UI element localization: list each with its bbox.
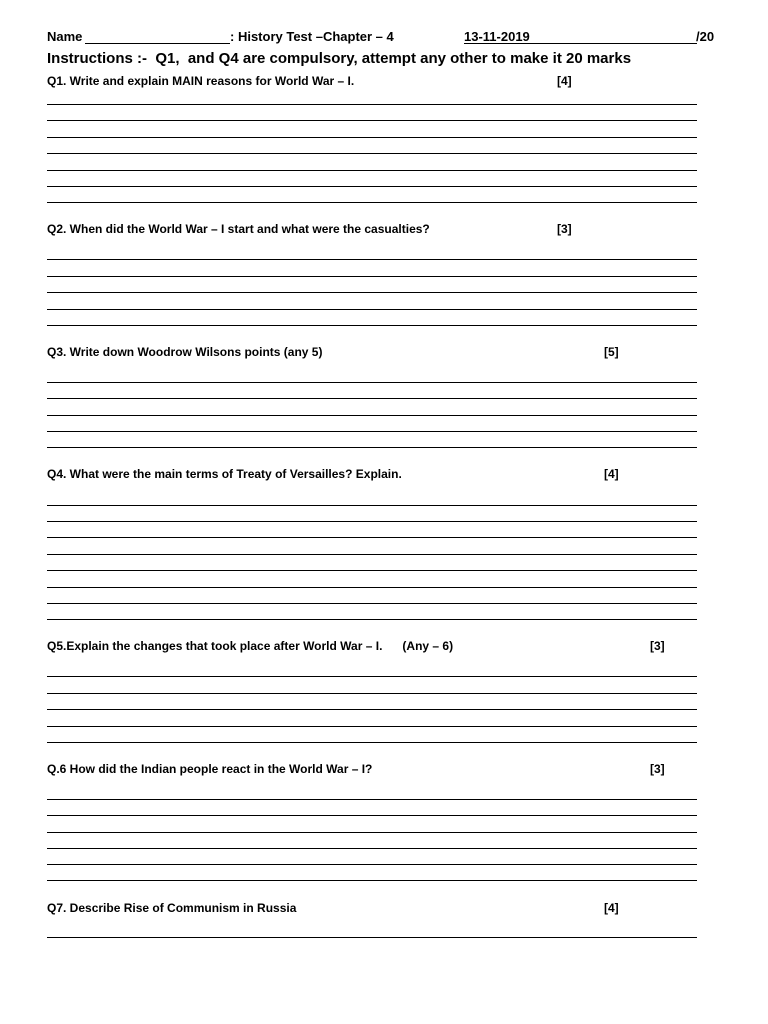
test-header	[47, 29, 720, 45]
question-1-text: Q1. Write and explain MAIN reasons for World War – I.	[47, 74, 355, 88]
answer-line	[47, 880, 697, 881]
question-7-text: Q7. Describe Rise of Communism in Russia	[47, 901, 297, 915]
question-1-marks: [4]	[557, 74, 572, 88]
answer-line	[47, 170, 697, 171]
question-3-marks: [5]	[604, 345, 619, 359]
answer-line	[47, 676, 697, 677]
answer-line	[47, 309, 697, 310]
answer-line	[47, 521, 697, 522]
answer-line	[47, 120, 697, 121]
name-label: Name	[47, 29, 83, 44]
question-2-text: Q2. When did the World War – I start and what were the casualties?	[47, 222, 430, 236]
answer-line	[47, 726, 697, 727]
test-title: : History Test –Chapter – 4	[230, 29, 394, 44]
test-date: 13-11-2019	[464, 29, 530, 44]
name-blank-line	[85, 43, 230, 44]
total-marks: /20	[696, 29, 715, 44]
answer-line	[47, 937, 697, 938]
answer-line	[47, 325, 697, 326]
question-4-marks: [4]	[604, 467, 619, 481]
answer-line	[47, 864, 697, 865]
answer-line	[47, 832, 697, 833]
question-5-text: Q5.Explain the changes that took place after World War – I. (Any – 6)	[47, 639, 454, 653]
answer-line	[47, 202, 697, 203]
answer-line	[47, 587, 697, 588]
answer-line	[47, 848, 697, 849]
answer-line	[47, 619, 697, 620]
answer-line	[47, 537, 697, 538]
answer-line	[47, 709, 697, 710]
answer-line	[47, 137, 697, 138]
answer-line	[47, 104, 697, 105]
answer-line	[47, 815, 697, 816]
answer-line	[47, 382, 697, 383]
question-6-text: Q.6 How did the Indian people react in the World War – I?	[47, 762, 373, 776]
question-2-marks: [3]	[557, 222, 572, 236]
instructions: Instructions :- Q1, and Q4 are compulsory, attempt any other to make it 20 marks	[47, 50, 632, 67]
question-4-text: Q4. What were the main terms of Treaty of Versailles? Explain.	[47, 467, 402, 481]
answer-line	[47, 431, 697, 432]
answer-line	[47, 259, 697, 260]
answer-line	[47, 554, 697, 555]
answer-line	[47, 186, 697, 187]
question-7-marks: [4]	[604, 901, 619, 915]
answer-line	[47, 570, 697, 571]
answer-line	[47, 276, 697, 277]
answer-line	[47, 415, 697, 416]
answer-line	[47, 799, 697, 800]
answer-line	[47, 398, 697, 399]
answer-line	[47, 292, 697, 293]
answer-line	[47, 742, 697, 743]
question-5-marks: [3]	[650, 639, 665, 653]
question-6-marks: [3]	[650, 762, 665, 776]
answer-line	[47, 693, 697, 694]
question-3-text: Q3. Write down Woodrow Wilsons points (any 5)	[47, 345, 323, 359]
score-blank-line	[464, 43, 697, 44]
answer-line	[47, 447, 697, 448]
answer-line	[47, 505, 697, 506]
answer-line	[47, 603, 697, 604]
answer-line	[47, 153, 697, 154]
